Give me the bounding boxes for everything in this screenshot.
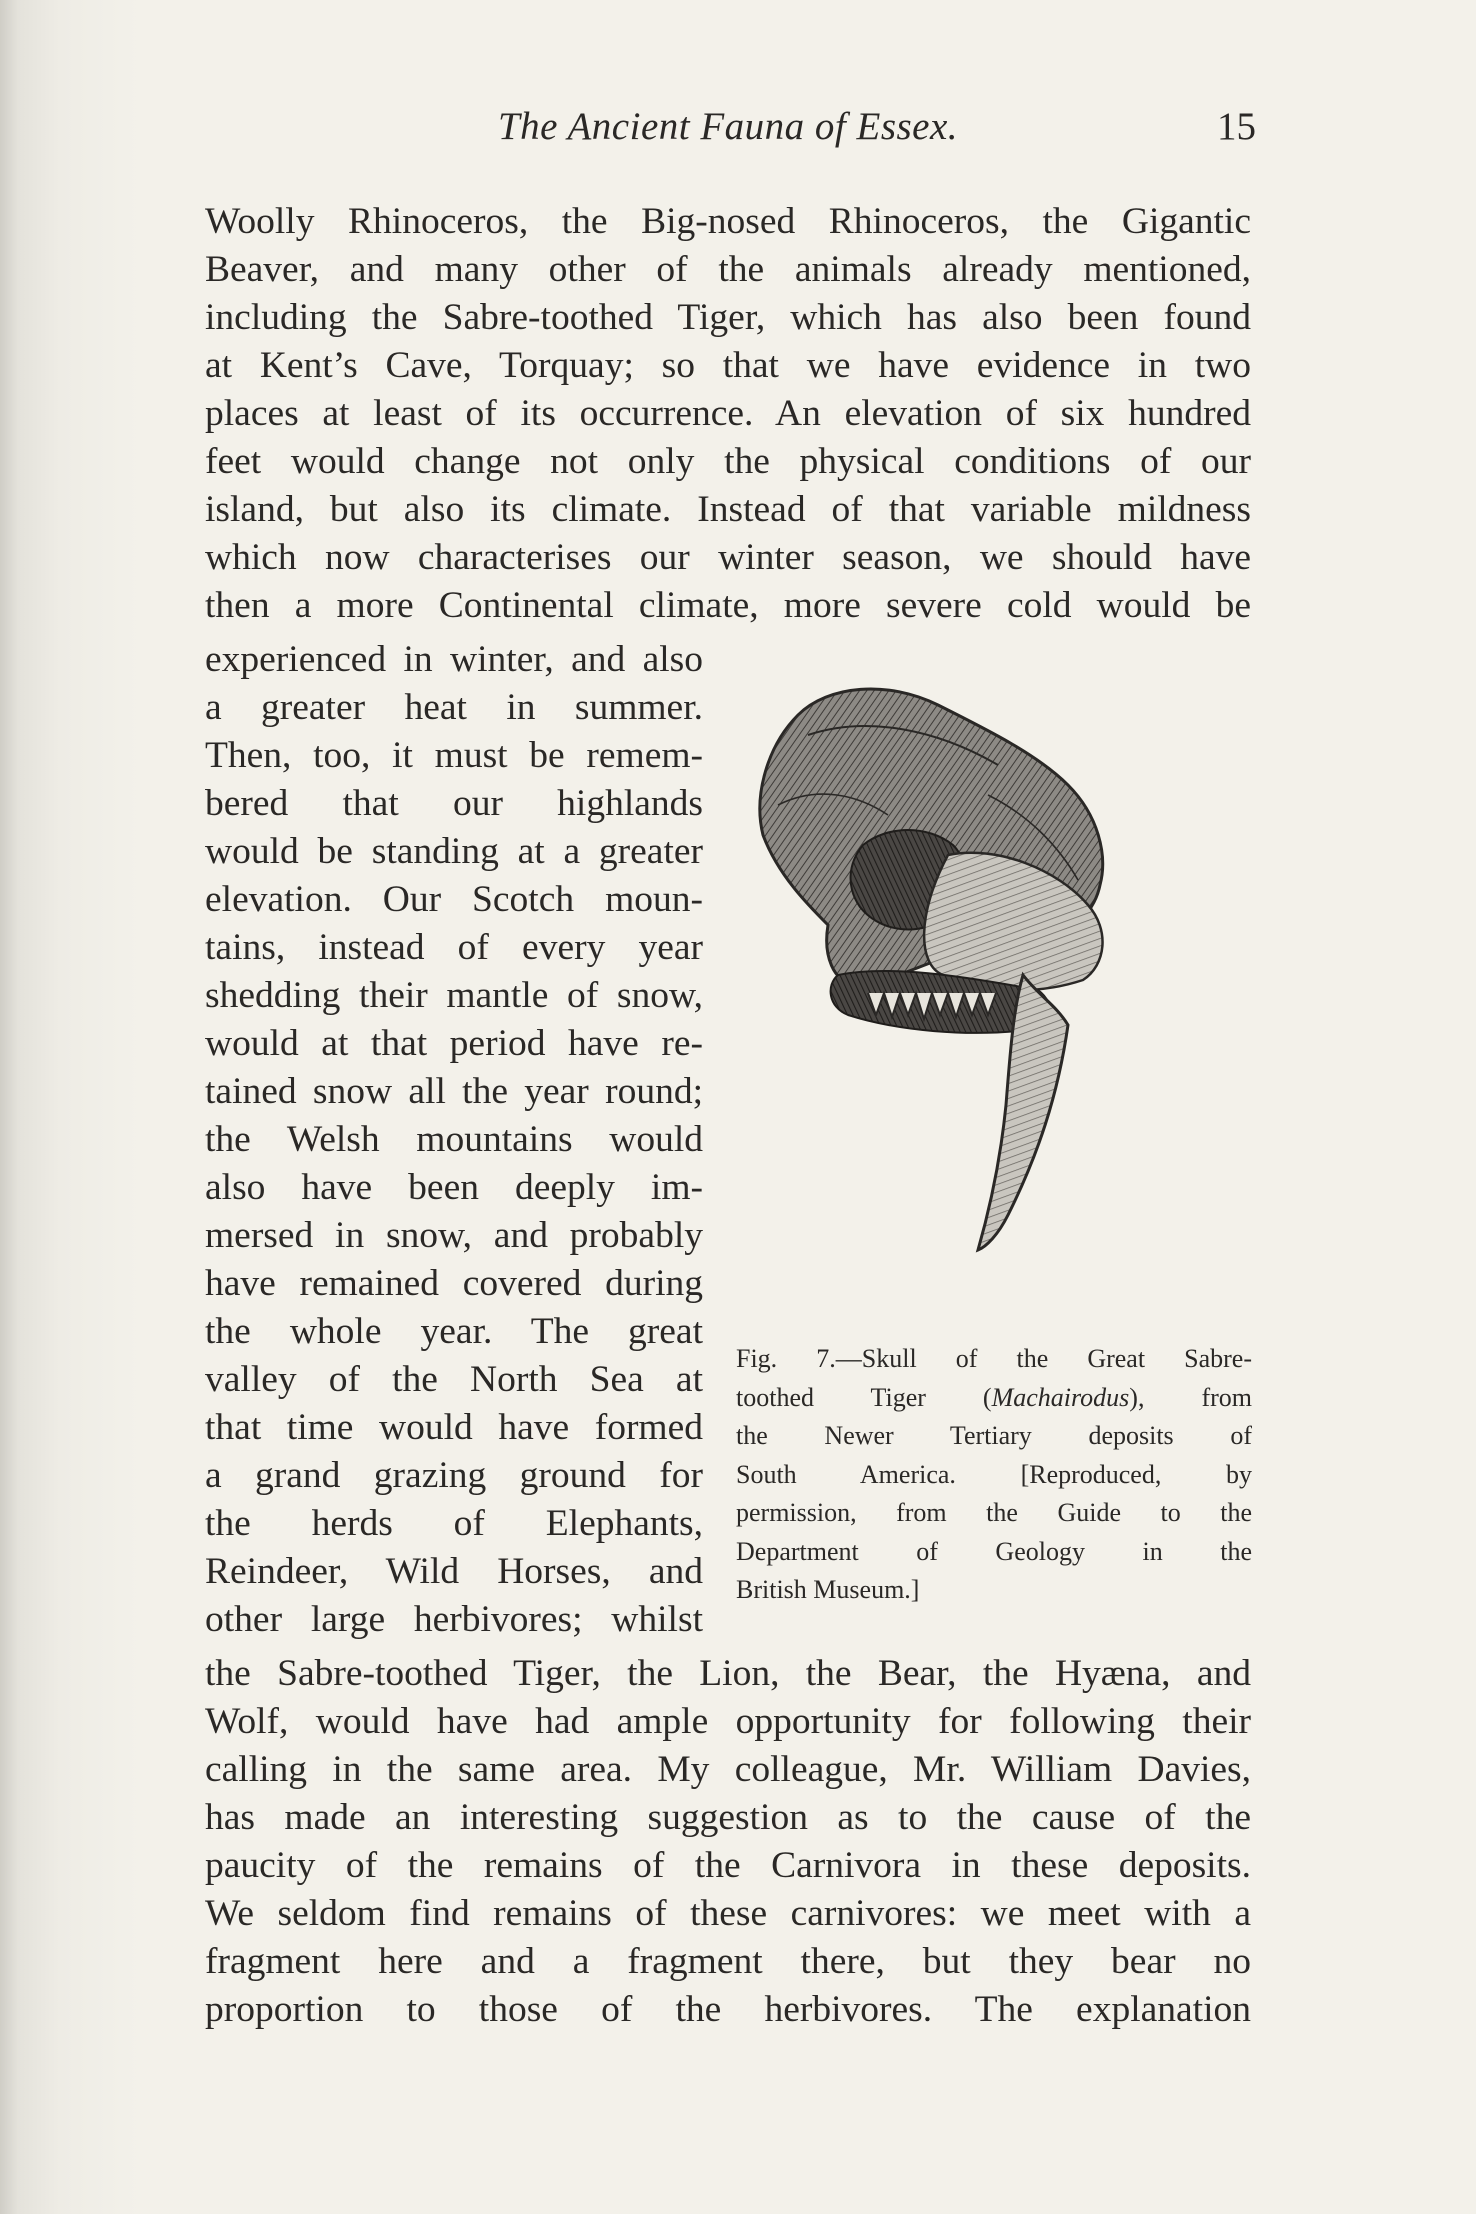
body-line: Beaver, and many other of the animals already mentioned, — [205, 249, 1251, 290]
body-line: the whole year. The great — [205, 1311, 703, 1352]
body-line: Woolly Rhinoceros, the Big-nosed Rhinoceros, the Gigantic — [205, 201, 1251, 242]
body-line: including the Sabre-toothed Tiger, which has also been found — [205, 297, 1251, 338]
body-line: feet would change not only the physical conditions of our — [205, 441, 1251, 482]
body-line: shedding their mantle of snow, — [205, 975, 703, 1016]
body-line: paucity of the remains of the Carnivora in these deposits. — [205, 1845, 1251, 1886]
body-line: the Welsh mountains would — [205, 1119, 703, 1160]
body-line: tains, instead of every year — [205, 927, 703, 968]
body-line: the Sabre-toothed Tiger, the Lion, the Bear, the Hyæna, and — [205, 1653, 1251, 1694]
caption-text: ), from — [1129, 1382, 1252, 1412]
caption-text: toothed Tiger ( — [736, 1382, 992, 1412]
caption-line: the Newer Tertiary deposits of — [736, 1421, 1252, 1450]
skull-illustration — [738, 675, 1258, 1335]
body-line: the herds of Elephants, — [205, 1503, 703, 1544]
body-line: a greater heat in summer. — [205, 687, 703, 728]
caption-line: Fig. 7.—Skull of the Great Sabre- — [736, 1344, 1252, 1373]
body-line: calling in the same area. My colleague, Mr. William Davies, — [205, 1749, 1251, 1790]
running-head — [200, 104, 1256, 160]
body-line: then a more Continental climate, more severe cold would be — [205, 585, 1251, 626]
body-line: that time would have formed — [205, 1407, 703, 1448]
body-line: would at that period have re- — [205, 1023, 703, 1064]
body-line: places at least of its occurrence. An elevation of six hundred — [205, 393, 1251, 434]
body-line: bered that our highlands — [205, 783, 703, 824]
caption-line — [736, 1379, 1252, 1418]
caption-taxon: Machairodus — [991, 1382, 1130, 1412]
body-line: have remained covered during — [205, 1263, 703, 1304]
body-line: Wolf, would have had ample opportunity for following their — [205, 1701, 1251, 1742]
body-line: Then, too, it must be remem- — [205, 735, 703, 776]
body-line: mersed in snow, and probably — [205, 1215, 703, 1256]
body-line: a grand grazing ground for — [205, 1455, 703, 1496]
figure-caption — [736, 1340, 1252, 1610]
page-number: 15 — [1217, 105, 1256, 148]
body-line: Reindeer, Wild Horses, and — [205, 1551, 703, 1592]
body-line: has made an interesting suggestion as to the cause of the — [205, 1797, 1251, 1838]
body-line: island, but also its climate. Instead of that variable mildness — [205, 489, 1251, 530]
caption-line: South America. [Reproduced, by — [736, 1459, 1252, 1489]
caption-line: Department of Geology in the — [736, 1536, 1252, 1566]
body-line: elevation. Our Scotch moun- — [205, 879, 703, 920]
body-line: We seldom find remains of these carnivores: we meet with a — [205, 1893, 1251, 1934]
body-line: other large herbivores; whilst — [205, 1599, 703, 1640]
body-line: also have been deeply im- — [205, 1167, 703, 1208]
body-line: which now characterises our winter season, we should have — [205, 537, 1251, 578]
body-line: tained snow all the year round; — [205, 1071, 703, 1112]
running-title: The Ancient Fauna of Essex. — [497, 105, 959, 148]
body-line: valley of the North Sea at — [205, 1359, 703, 1400]
body-line: proportion to those of the herbivores. The explanation — [205, 1989, 1251, 2030]
body-line: experienced in winter, and also — [205, 639, 703, 680]
caption-line: permission, from the Guide to the — [736, 1498, 1252, 1527]
body-line: at Kent’s Cave, Torquay; so that we have evidence in two — [205, 345, 1251, 386]
body-line: would be standing at a greater — [205, 831, 703, 872]
caption-line: British Museum.] — [736, 1575, 920, 1604]
body-line: fragment here and a fragment there, but they bear no — [205, 1941, 1251, 1982]
